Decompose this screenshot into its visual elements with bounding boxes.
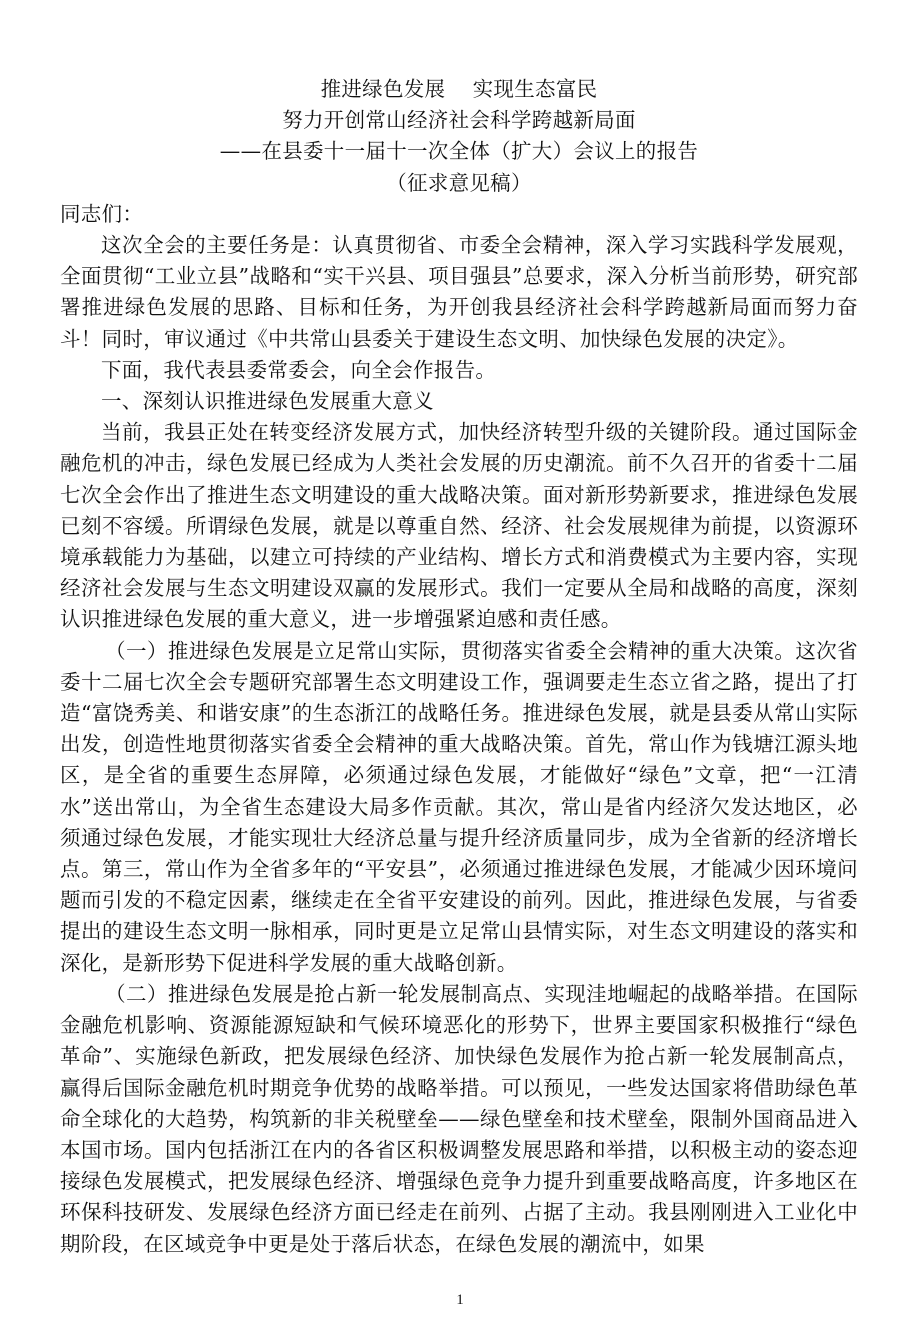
paragraph-intro: 这次全会的主要任务是：认真贯彻省、市委全会精神，深入学习实践科学发展观，全面贯彻“工业立县”战略和“实干兴县、项目强县”总要求，深入分析当前形势，研究部署推进绿色发展的思路、目标和任务，为开创我县经济社会科学跨越新局面而努力奋斗！同时，审议通过《中共常山县委关于建设生态文明、加快绿色发展的决定》。 <box>60 233 858 351</box>
document-draft-status: （征求意见稿） <box>386 170 532 195</box>
paragraph-report-statement: 下面，我代表县委常委会，向全会作报告。 <box>101 357 497 382</box>
page-number: 1 <box>456 1292 464 1308</box>
document-page <box>60 74 858 1260</box>
document-title-block <box>60 74 858 199</box>
section-heading-1: 一、深刻认识推进绿色发展重大意义 <box>101 389 434 414</box>
paragraph-point-1: （一）推进绿色发展是立足常山实际，贯彻落实省委全会精神的重大决策。这次省委十二届七次全会专题研究部署生态文明建设工作，强调要走生态立省之路，提出了打造“富饶秀美、和谐安康”的生态浙江的战略任务。推进绿色发展，就是县委从常山实际出发，创造性地贯彻落实省委全会精神的重大战略决策。首先，常山作为钱塘江源头地区，是全省的重要生态屏障，必须通过绿色发展，才能做好“绿色”文章，把“一江清水”送出常山，为全省生态建设大局多作贡献。其次，常山是省内经济欠发达地区，必须通过绿色发展，才能实现壮大经济总量与提升经济质量同步，成为全省新的经济增长点。第三，常山作为全省多年的“平安县”，必须通过推进绿色发展，才能减少因环境问题而引发的不稳定因素，继续走在全省平安建设的前列。因此，推进绿色发展，与省委提出的建设生态文明一脉相承，同时更是立足常山县情实际，对生态文明建设的落实和深化，是新形势下促进科学发展的重大战略创新。 <box>60 638 858 975</box>
document-report-occasion: ——在县委十一届十一次全体（扩大）会议上的报告 <box>219 139 699 164</box>
document-subtitle: 努力开创常山经济社会科学跨越新局面 <box>282 108 636 133</box>
document-title: 推进绿色发展 实现生态富民 <box>320 77 598 101</box>
salutation: 同志们： <box>60 201 144 226</box>
paragraph-current-situation: 当前，我县正处在转变经济发展方式，加快经济转型升级的关键阶段。通过国际金融危机的冲击，绿色发展已经成为人类社会发展的历史潮流。前不久召开的省委十二届七次全会作出了推进生态文明建设的重大战略决策。面对新形势新要求，推进绿色发展已刻不容缓。所谓绿色发展，就是以尊重自然、经济、社会发展规律为前提，以资源环境承载能力为基础，以建立可持续的产业结构、增长方式和消费模式为主要内容，实现经济社会发展与生态文明建设双赢的发展形式。我们一定要从全局和战略的高度，深刻认识推进绿色发展的重大意义，进一步增强紧迫感和责任感。 <box>60 420 858 632</box>
paragraph-point-2: （二）推进绿色发展是抢占新一轮发展制高点、实现洼地崛起的战略举措。在国际金融危机影响、资源能源短缺和气候环境恶化的形势下，世界主要国家积极推行“绿色革命”、实施绿色新政，把发展绿色经济、加快绿色发展作为抢占新一轮发展制高点，赢得后国际金融危机时期竞争优势的战略举措。可以预见，一些发达国家将借助绿色革命全球化的大趋势，构筑新的非关税壁垒——绿色壁垒和技术壁垒，限制外国商品进入本国市场。国内包括浙江在内的各省区积极调整发展思路和举措，以积极主动的姿态迎接绿色发展模式，把发展绿色经济、增强绿色竞争力提升到重要战略高度，许多地区在环保科技研发、发展绿色经济方面已经走在前列、占据了主动。我县刚刚进入工业化中期阶段，在区域竞争中更是处于落后状态，在绿色发展的潮流中，如果 <box>60 981 858 1256</box>
